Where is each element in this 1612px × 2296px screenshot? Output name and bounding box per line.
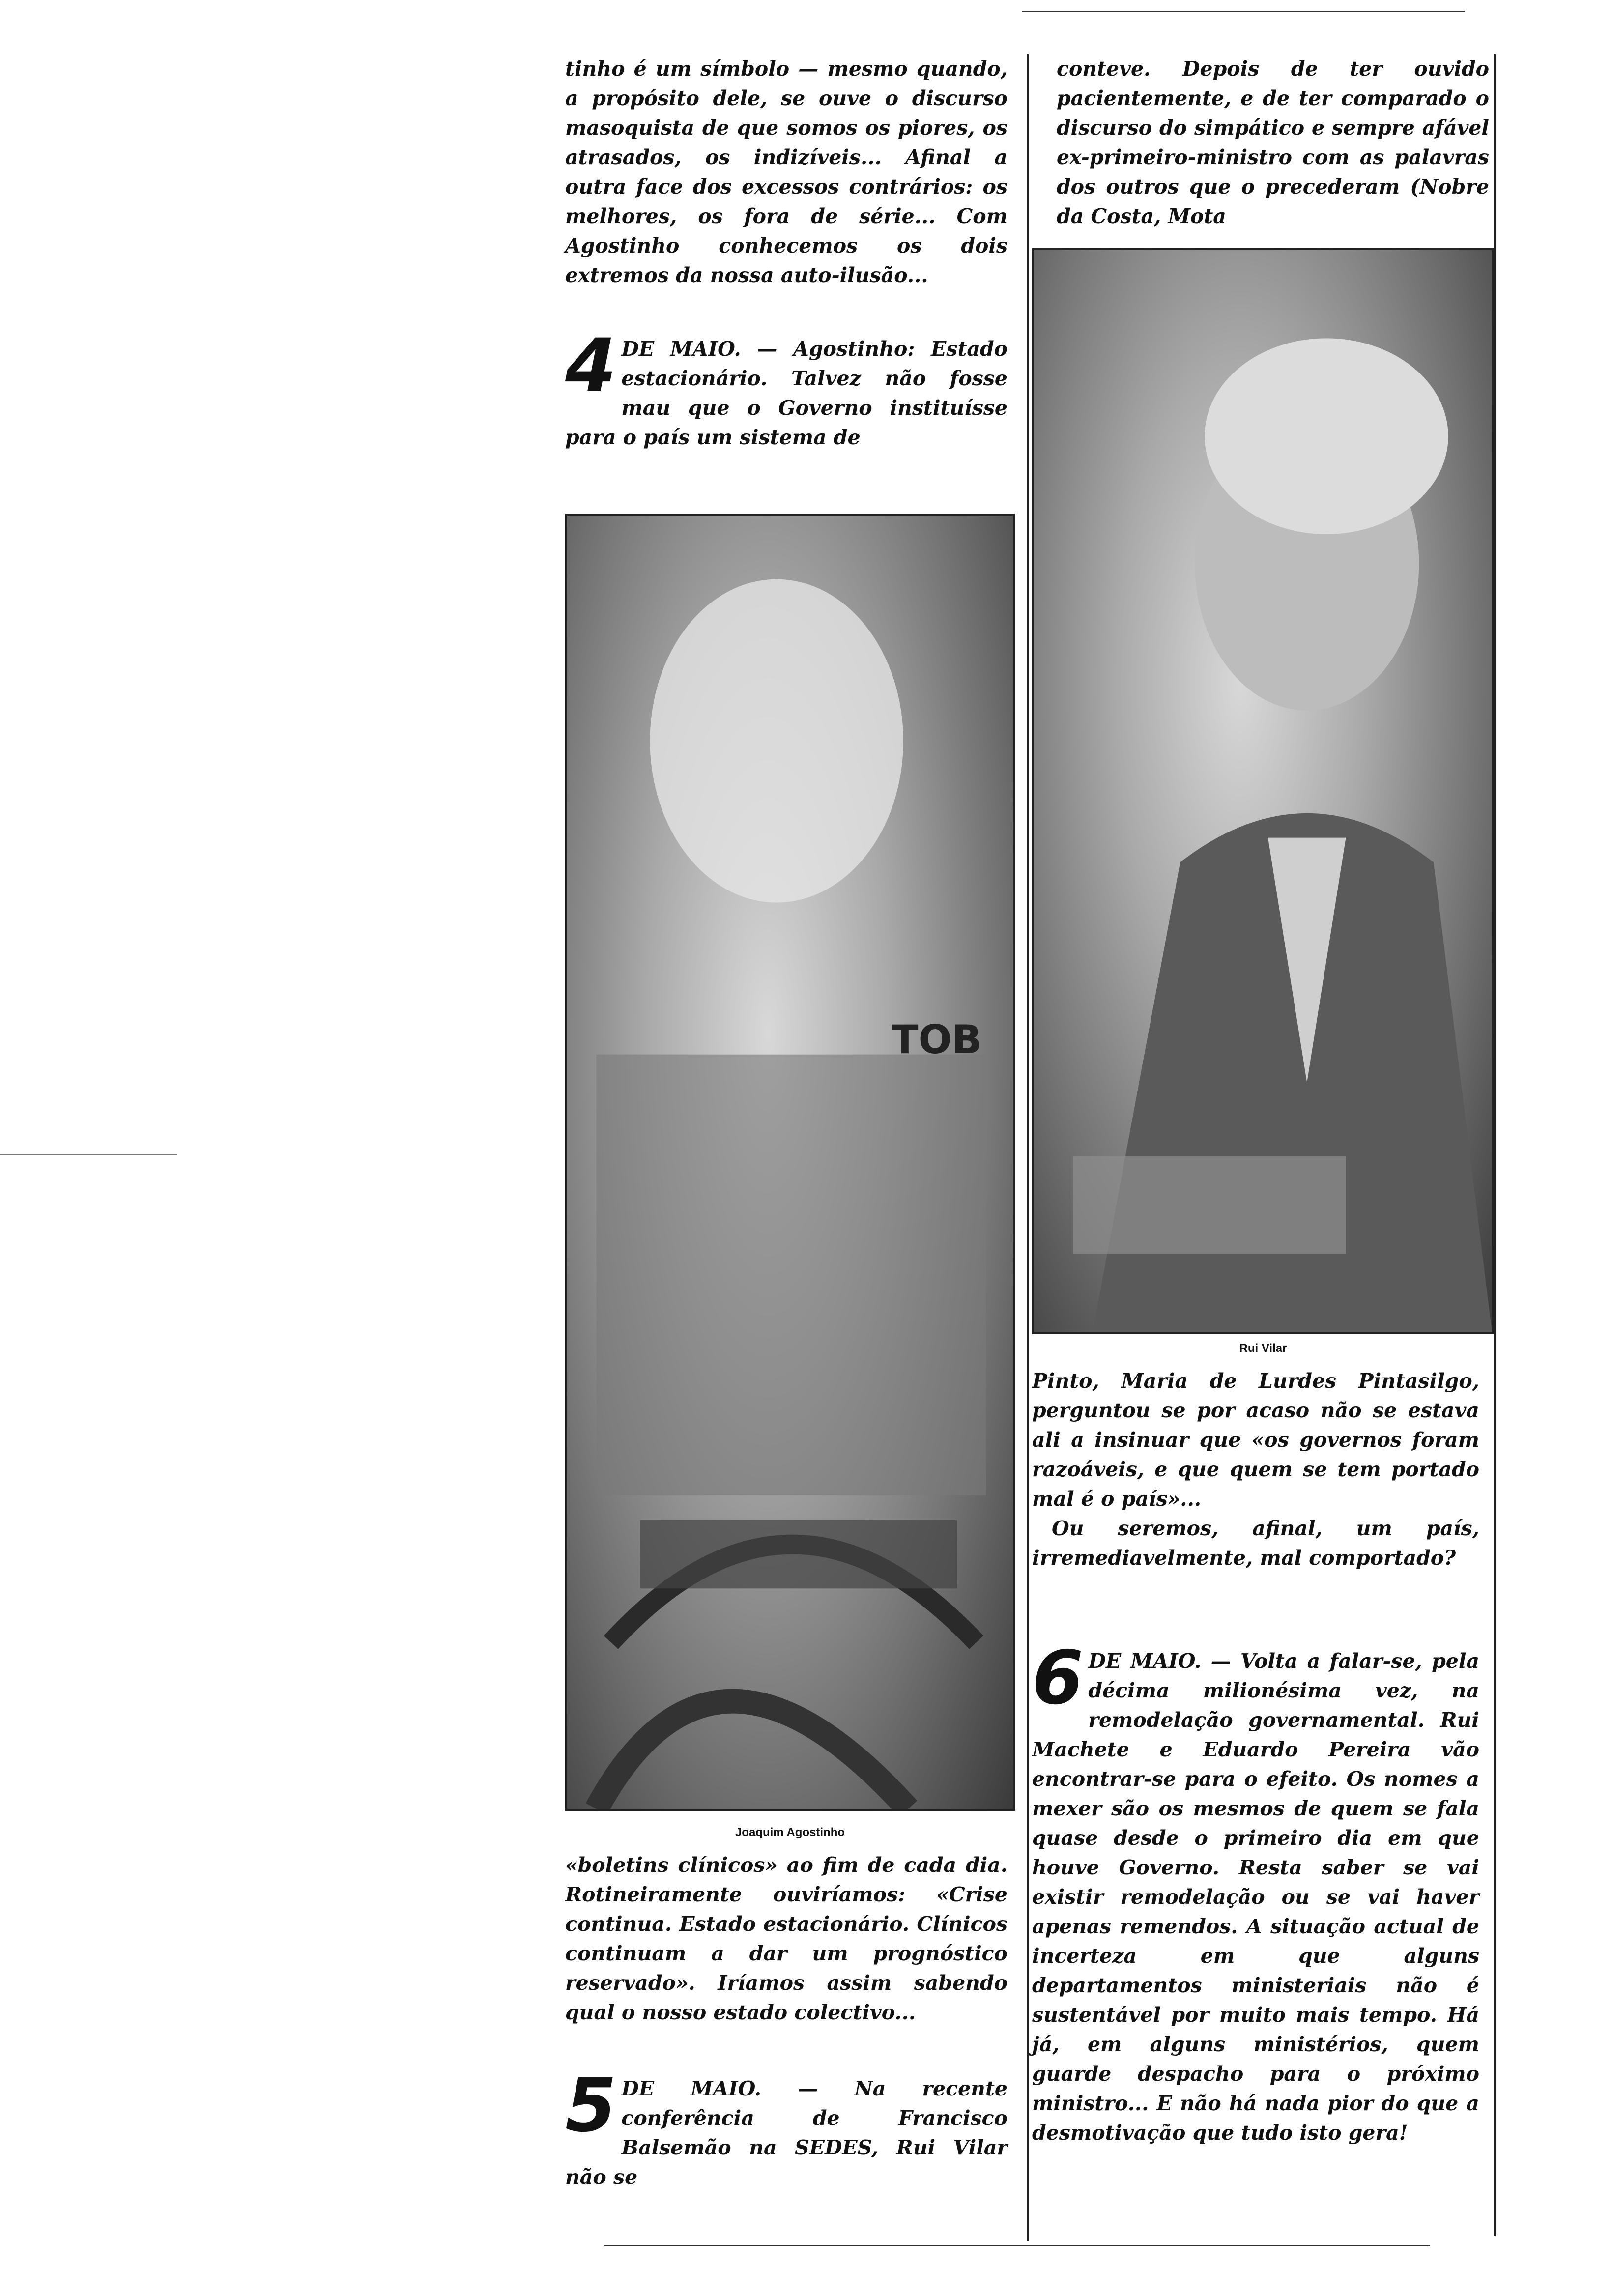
day6-entry <box>1032 1636 1480 2148</box>
day6-label: DE MAIO. <box>1088 1649 1202 1673</box>
day4-entry <box>565 323 1008 452</box>
day5-numeral: 5 <box>565 2063 617 2149</box>
day5-entry <box>565 2063 1008 2192</box>
left-intro-paragraph: tinho é um símbolo — mesmo quando, a propósito dele, se ouve o discurso masoquista de que somos os piores, os atrasados, os indizíveis... Afinal a outra face dos excessos contrários: os melhores, os fora de série... Com Agostinho conhecemos os dois extremos da nossa auto-ilusão... <box>565 57 1008 287</box>
left-after-photo-paragraph: «boletins clínicos» ao fim de cada dia. Rotineiramente ouviríamos: «Crise continua. Estado estacionário. Clínicos continuam a dar um prognóstico reservado». Iríamos assim sabendo qual o nosso estado colectivo... <box>565 1853 1008 2024</box>
photo-caption-agostinho: Joaquim Agostinho <box>735 1826 845 1839</box>
left-column-continued <box>565 1850 1008 2192</box>
top-rule <box>1022 11 1465 12</box>
column-divider <box>1027 54 1029 2241</box>
portrait-photo-art <box>1034 250 1492 1332</box>
cyclist-photo-art <box>567 516 1013 1809</box>
bottom-rule <box>604 2245 1430 2246</box>
right-margin-rule <box>1494 54 1496 2236</box>
day6-text: — Volta a falar-se, pela décima milionésima vez, na remodelação governamental. Rui Machete e Eduardo Pereira vão encontrar-se para o efeito. Os nomes a mexer são os mesmos de quem se fala quase desde o primeiro dia em que houve Governo. Resta saber se vai existir remodelação ou se vai haver apenas remendos. A situação actual de incerteza em que alguns departamentos ministeriais não é sustentável por muito mais tempo. Há já, em alguns ministérios, quem guarde despacho para o próximo ministro... E não há nada pior do que a desmotivação que tudo isto gera! <box>1032 1649 1480 2145</box>
day4-numeral: 4 <box>565 323 617 409</box>
photo-rui-vilar <box>1032 248 1494 1334</box>
photo-caption-rui-vilar: Rui Vilar <box>1239 1342 1287 1355</box>
day4-text: — Agostinho: Estado estacionário. Talvez não fosse mau que o Governo instituísse para o país um sistema de <box>565 337 1008 449</box>
left-column <box>565 54 1008 452</box>
day5-text: — Na recente conferência de Francisco Balsemão na SEDES, Rui Vilar não se <box>565 2077 1008 2189</box>
photo-joaquim-agostinho <box>565 514 1015 1811</box>
jersey-text: TOB <box>892 1017 982 1062</box>
day6-numeral: 6 <box>1032 1636 1084 1721</box>
day5-label: DE MAIO. <box>621 2077 762 2100</box>
right-column-continued <box>1032 1366 1479 2148</box>
day4-label: DE MAIO. <box>621 337 741 361</box>
right-column <box>1057 54 1489 231</box>
right-after-photo-paragraph: Pinto, Maria de Lurdes Pintasilgo, perguntou se por acaso não se estava ali a insinuar que «os governos foram razoáveis, e que quem se tem portado mal é o país»... <box>1032 1369 1479 1511</box>
right-after-photo-paragraph-2: Ou seremos, afinal, um país, irremediavelmente, mal comportado? <box>1032 1517 1479 1570</box>
right-intro-paragraph: conteve. Depois de ter ouvido pacientemente, e de ter comparado o discurso do simpático e sempre afável ex-primeiro-ministro com as palavras dos outros que o precederam (Nobre da Costa, Mota <box>1057 57 1489 228</box>
left-scan-mark <box>0 1154 177 1155</box>
